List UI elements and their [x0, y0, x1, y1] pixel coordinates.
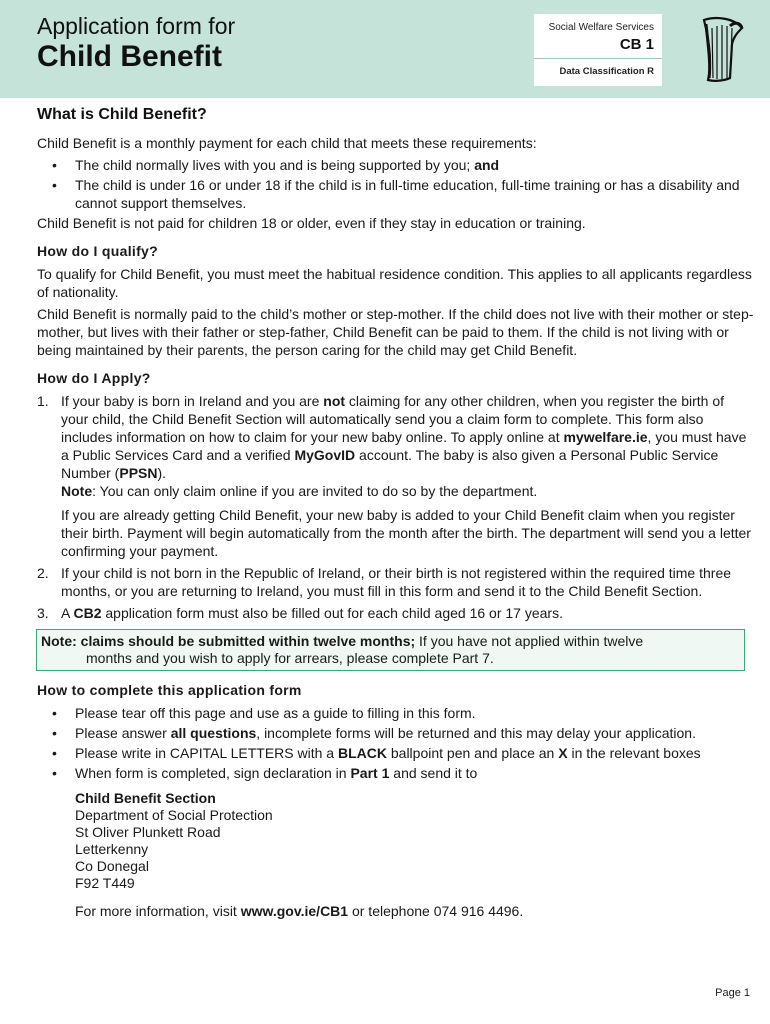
list-item: • The child normally lives with you and is being supported by you; and: [37, 156, 755, 174]
header-banner: [0, 0, 770, 98]
list-item: • Please tear off this page and use as a guide to filling in this form.: [37, 704, 755, 722]
section-heading-what: What is Child Benefit?: [37, 106, 207, 123]
section-heading-complete: How to complete this application form: [37, 682, 302, 698]
data-classification: Data Classification R: [534, 58, 662, 77]
form-code: CB 1: [619, 36, 654, 53]
instructions-list: [37, 704, 755, 782]
form-code-box: [534, 14, 662, 86]
list-item: • Please write in CAPITAL LETTERS with a BLACK ballpoint pen and place an X in the relevant boxes: [37, 744, 755, 762]
list-item: 1. If your baby is born in Ireland and you are not claiming for any other children, when you register the birth of your child, the Child Benefit Section will automatically send you a claim form to complete. This form also includes information on how to claim for your new baby online. To apply online at mywelfare.ie, you must have a Public Services Card and a verified MyGovID account. The baby is also given a Personal Public Service Number (PPSN). Note: You can only claim online if you are invited to do so by the department. If you are already getting Child Benefit, your new baby is added to your Child Benefit claim when you register their birth. Payment will begin automatically from the month after the birth. The department will send you a letter confirming your payment.: [37, 392, 755, 560]
address-name: Child Benefit Section: [75, 790, 216, 806]
list-item: 2. If your child is not born in the Republic of Ireland, or their birth is not registered within the required time three months, or you are returning to Ireland, you must fill in this form and send it to the Child Benefit Section.: [37, 565, 732, 599]
page-number: Page 1: [715, 987, 750, 999]
apply-step-1-sub: If you are already getting Child Benefit, your new baby is added to your Child Benefit claim when you register their birth. Payment will begin automatically from the month after the birth. The department will send you a letter confirming your payment.: [61, 507, 751, 559]
mywelfare-link: mywelfare.ie: [563, 429, 648, 445]
apply-steps: [37, 392, 755, 622]
qualify-paragraph-1: To qualify for Child Benefit, you must meet the habitual residence condition. This applies to all applicants regardless of nationality.: [37, 266, 752, 300]
postal-address: Child Benefit Section Department of Social Protection St Oliver Plunkett Road Letterkenny Co Donegal F92 T449: [37, 790, 755, 892]
harp-logo-icon: [694, 14, 748, 86]
list-item: • When form is completed, sign declaration in Part 1 and send it to: [37, 764, 755, 782]
section-heading-apply: How do I Apply?: [37, 370, 151, 386]
form-title-line1: Application form for: [37, 13, 236, 39]
arrears-note-box: Note: claims should be submitted within twelve months; If you have not applied within twelve months and you wish to apply for arrears, please complete Part 7.: [36, 629, 745, 671]
what-outro: Child Benefit is not paid for children 18 or older, even if they stay in education or training.: [37, 215, 586, 231]
section-heading-qualify: How do I qualify?: [37, 243, 158, 259]
list-item: • Please answer all questions, incomplete forms will be returned and this may delay your application.: [37, 724, 755, 742]
requirements-list: [37, 156, 755, 212]
more-info: For more information, visit www.gov.ie/CB1 or telephone 074 916 4496.: [75, 903, 524, 919]
service-label: Social Welfare Services: [548, 22, 654, 33]
list-item: 3. A CB2 application form must also be filled out for each child aged 16 or 17 years.: [37, 605, 563, 621]
form-title: Child Benefit: [37, 40, 222, 73]
website-link[interactable]: www.gov.ie/CB1: [240, 903, 349, 919]
what-intro: Child Benefit is a monthly payment for each child that meets these requirements:: [37, 135, 537, 151]
list-item: • The child is under 16 or under 18 if the child is in full-time education, full-time training or has a disability and cannot support themselves.: [37, 176, 755, 212]
qualify-paragraph-2: Child Benefit is normally paid to the child’s mother or step-mother. If the child does not live with their mother or step-mother, but lives with their father or step-father, Child Benefit can be paid to them. If the child is not living with or being maintained by their parents, the person caring for the child may get Child Benefit.: [37, 306, 754, 358]
main-content: [37, 106, 755, 924]
